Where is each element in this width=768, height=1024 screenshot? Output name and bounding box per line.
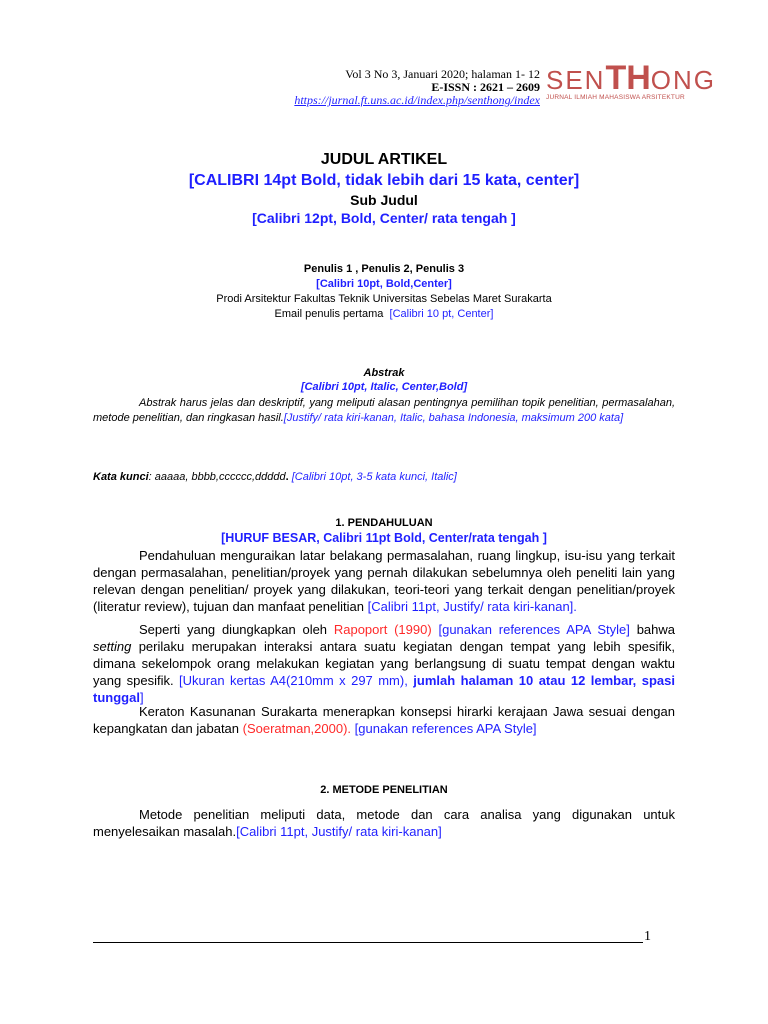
abstract-body: Abstrak harus jelas dan deskriptif, yang meliputi alasan pentingnya pemilihan topik penelitian, permasalahan, metode penelitian, dan ringkasan hasil.[Justify/ rata kiri-kanan, Italic, bahasa Indonesia, maksimum 200 kata] [93, 397, 675, 424]
journal-logo [546, 59, 717, 102]
article-subtitle: Sub Judul [350, 192, 418, 208]
section1-paragraph-3: Keraton Kasunanan Surakarta menerapkan konsepsi hirarki kerajaan Jawa sesuai dengan kepangkatan dan jabatan (Soeratman,2000). [gunakan references APA Style] [93, 704, 675, 736]
author-names-note: [Calibri 10pt, Bold,Center] [316, 278, 452, 290]
section2-paragraph-1: Metode penelitian meliputi data, metode dan cara analisa yang digunakan untuk menyelesaikan masalah.[Calibri 11pt, Justify/ rata kiri-kanan] [93, 807, 675, 839]
section1-heading-note: [HURUF BESAR, Calibri 11pt Bold, Center/rata tengah ] [221, 531, 547, 545]
author-names: Penulis 1 , Penulis 2, Penulis 3 [303, 263, 465, 275]
section2-heading: 2. METODE PENELITIAN [320, 784, 448, 796]
volume-info: Vol 3 No 3, Januari 2020; halaman 1- 12 [345, 67, 540, 81]
author-affiliation: Prodi Arsitektur Fakultas Teknik Universitas Sebelas Maret Surakarta [216, 293, 552, 305]
article-subtitle-note: [Calibri 12pt, Bold, Center/ rata tengah ] [252, 210, 516, 226]
abstract-heading: Abstrak [363, 367, 405, 379]
section1-paragraph-1: Pendahuluan menguraikan latar belakang permasalahan, ruang lingkup, isu-isu yang terkait dengan permasalahan, penelitian/proyek yang pernah dilakukan sebelumnya oleh peneliti lain yang relevan dengan penelitian/ proyek yang dilakukan, teori-teori yang terkait dengan penelitian/proyek (literatur review), tujuan dan manfaat penelitian [Calibri 11pt, Justify/ rata kiri-kanan]. [93, 548, 675, 614]
section1-paragraph-2: Seperti yang diungkapkan oleh Rapoport (1990) [gunakan references APA Style] bahwa setting perilaku merupakan interaksi antara suatu kegiatan dengan tempat yang lebih spesifik, dimana sekelompok orang melakukan kegiatan yang berlangsung di suatu tempat dengan waktu yang spesifik. [Ukuran kertas A4(210mm x 297 mm), jumlah halaman 10 atau 12 lembar, spasi tunggal] [93, 622, 675, 705]
article-title: JUDUL ARTIKEL [320, 151, 448, 168]
section1-heading: 1. PENDAHULUAN [335, 517, 433, 529]
footer-rule [93, 942, 643, 943]
abstract-heading-note: [Calibri 10pt, Italic, Center,Bold] [300, 381, 468, 393]
keywords: Kata kunci: aaaaa, bbbb,cccccc,ddddd. [Calibri 10pt, 3-5 kata kunci, Italic] [93, 471, 457, 483]
logo-title: SENTHONG [546, 59, 717, 97]
logo-subtitle: JURNAL ILMIAH MAHASISWA ARSITEKTUR [546, 94, 685, 101]
journal-meta [294, 68, 540, 107]
article-title-note: [CALIBRI 14pt Bold, tidak lebih dari 15 kata, center] [188, 172, 580, 189]
author-email: Email penulis pertama [Calibri 10 pt, Center] [274, 308, 494, 320]
journal-url-link[interactable]: https://jurnal.ft.uns.ac.id/index.php/senthong/index [294, 93, 540, 107]
page-number: 1 [644, 929, 651, 944]
issn: E-ISSN : 2621 – 2609 [431, 80, 540, 94]
